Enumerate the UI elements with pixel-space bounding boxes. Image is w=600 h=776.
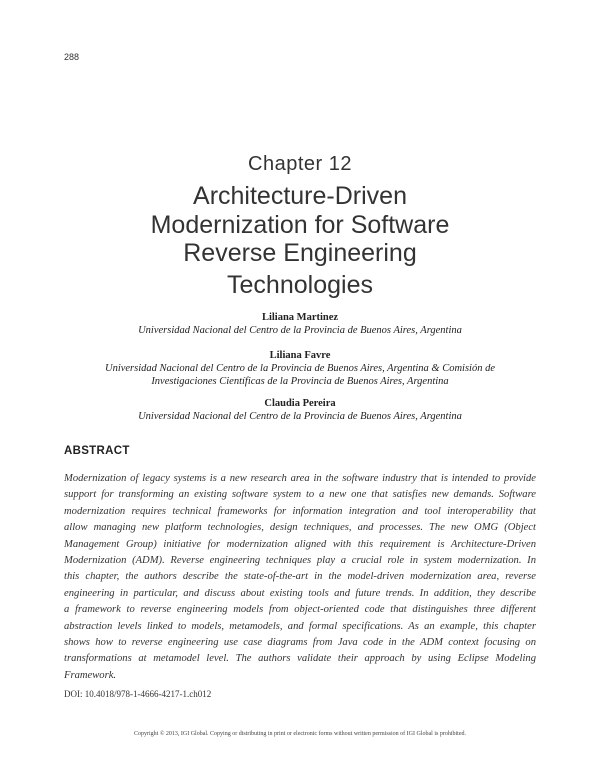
author-affiliation: Universidad Nacional del Centro de la Provincia de Buenos Aires, Argentina & Comisión de (104, 363, 495, 374)
page-number: 288 (64, 52, 80, 62)
author-affiliation: Universidad Nacional del Centro de la Provincia de Buenos Aires, Argentina (138, 411, 462, 422)
author-block (0, 397, 600, 423)
author-name: Claudia Pereira (264, 398, 336, 409)
abstract-line: Framework. (64, 669, 117, 681)
abstract-line: transformations at metamodel level. The authors validate their approach by using Eclipse Modeling (64, 653, 536, 665)
abstract-line: modernization requires technical frameworks for information integration and tool interoperability that (64, 505, 536, 517)
abstract-line: allow managing new platform technologies, design techniques, and processes. The new OMG (Object (64, 522, 536, 534)
abstract-line: abstraction levels linked to models, metamodels, and formal specifications. As an example, this chapter (64, 620, 536, 632)
title-line: Technologies (227, 270, 373, 299)
author-block (0, 311, 600, 337)
chapter-title (0, 182, 600, 299)
author-name: Liliana Favre (269, 350, 331, 361)
abstract-line: a framework to reverse engineering models from object-oriented code that distinguishes three different (64, 604, 536, 616)
abstract-line: support for transforming an existing software system to a new one that satisfies new demands. Software (64, 489, 536, 501)
abstract-line: Modernization (ADM). Reverse engineering techniques play a crucial role in system modernization. In (64, 555, 536, 567)
abstract-line: this chapter, the authors describe the state-of-the-art in the model-driven modernization area, reverse (64, 571, 536, 583)
chapter-label: Chapter 12 (248, 153, 352, 175)
title-line: Modernization for Software (150, 210, 450, 239)
author-block (0, 349, 600, 388)
title-line: Reverse Engineering (183, 239, 417, 267)
abstract-line: Modernization of legacy systems is a new research area in the software industry that is intended to provide (64, 473, 536, 484)
title-line: Architecture-Driven (193, 182, 407, 210)
abstract-line: Management Group) initiative for modernization aligned with this requirement is Architecture-Driven (64, 538, 536, 550)
author-affiliation: Investigaciones Científicas de la Provincia de Buenos Aires, Argentina (151, 376, 449, 387)
abstract-line: engineering in particular, and discuss about existing tools and future trends. In addition, they describe (64, 587, 536, 599)
doi: DOI: 10.4018/978-1-4666-4217-1.ch012 (64, 689, 212, 699)
abstract-body (64, 471, 536, 684)
author-name: Liliana Martinez (261, 312, 339, 323)
abstract-heading: ABSTRACT (64, 445, 130, 457)
copyright-notice: Copyright © 2013, IGI Global. Copying or distributing in print or electronic forms without written permission of IGI Global is prohibited. (133, 731, 466, 737)
abstract-line: shows how to reverse engineering use case diagrams from Java code in the ADM context focusing on (64, 637, 536, 649)
author-affiliation: Universidad Nacional del Centro de la Provincia de Buenos Aires, Argentina (138, 325, 462, 336)
